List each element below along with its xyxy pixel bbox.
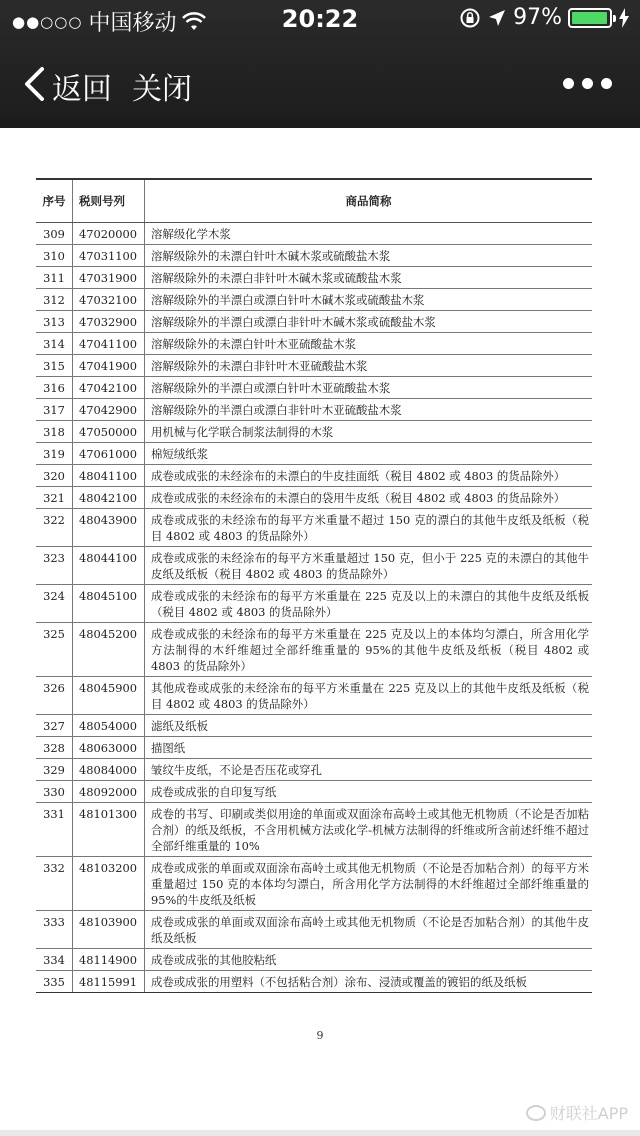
serial-cell: 328 — [36, 737, 73, 759]
serial-cell: 314 — [36, 333, 73, 355]
table-row — [36, 289, 592, 311]
table-row — [36, 245, 592, 267]
product-name-cell: 用机械与化学联合制浆法制得的木浆 — [145, 421, 593, 443]
serial-cell: 331 — [36, 803, 73, 857]
serial-cell: 330 — [36, 781, 73, 803]
serial-cell: 329 — [36, 759, 73, 781]
table-row — [36, 355, 592, 377]
table-row — [36, 677, 592, 715]
tariff-code-cell: 48045900 — [73, 677, 145, 715]
header-product-name: 商品简称 — [145, 179, 593, 223]
table-row — [36, 949, 592, 971]
product-name-cell: 溶解级除外的半漂白或漂白针叶木碱木浆或硫酸盐木浆 — [145, 289, 593, 311]
serial-cell: 318 — [36, 421, 73, 443]
tariff-table — [36, 178, 592, 993]
signal-strength: ●●○○○ — [12, 12, 83, 31]
status-time: 20:22 — [281, 5, 359, 33]
tariff-code-cell: 48114900 — [73, 949, 145, 971]
table-row — [36, 421, 592, 443]
close-button[interactable]: 关闭 — [132, 72, 192, 107]
product-name-cell: 皱纹牛皮纸，不论是否压花或穿孔 — [145, 759, 593, 781]
page-number: 9 — [316, 1029, 324, 1042]
tariff-code-cell: 48103900 — [73, 911, 145, 949]
table-row — [36, 803, 592, 857]
tariff-code-cell: 47041900 — [73, 355, 145, 377]
tariff-code-cell: 47042900 — [73, 399, 145, 421]
tariff-code-cell: 48042100 — [73, 487, 145, 509]
serial-cell: 310 — [36, 245, 73, 267]
table-row — [36, 311, 592, 333]
product-name-cell: 成卷或成张的自印复写纸 — [145, 781, 593, 803]
table-row — [36, 585, 592, 623]
tariff-code-cell: 48063000 — [73, 737, 145, 759]
table-row — [36, 971, 592, 993]
product-name-cell: 成卷或成张的未经涂布的每平方米重量在 225 克及以上的本体均匀漂白，所含用化学方法制得的木纤维超过全部纤维重量的 95%的其他牛皮纸及纸板（税目 4802 或 4803 的货品除外） — [145, 623, 593, 677]
product-name-cell: 溶解级除外的未漂白非针叶木碱木浆或硫酸盐木浆 — [145, 267, 593, 289]
product-name-cell: 溶解级化学木浆 — [145, 223, 593, 245]
tariff-code-cell: 48103200 — [73, 857, 145, 911]
battery-icon — [568, 8, 612, 28]
table-row — [36, 377, 592, 399]
tariff-code-cell: 47061000 — [73, 443, 145, 465]
serial-cell: 332 — [36, 857, 73, 911]
table-row — [36, 399, 592, 421]
table-row — [36, 623, 592, 677]
serial-cell: 324 — [36, 585, 73, 623]
back-button[interactable]: 返回 — [52, 72, 112, 107]
serial-cell: 317 — [36, 399, 73, 421]
serial-cell: 312 — [36, 289, 73, 311]
serial-cell: 319 — [36, 443, 73, 465]
table-row — [36, 267, 592, 289]
product-name-cell: 成卷或成张的其他胶粘纸 — [145, 949, 593, 971]
watermark — [526, 1101, 628, 1124]
document-page — [0, 128, 640, 1136]
table-row — [36, 781, 592, 803]
tariff-code-cell: 48043900 — [73, 509, 145, 547]
header-serial: 序号 — [36, 179, 73, 223]
rotation-lock-icon — [459, 7, 481, 29]
tariff-code-cell: 48045100 — [73, 585, 145, 623]
weibo-logo-icon — [526, 1105, 546, 1121]
product-name-cell: 成卷或成张的未经涂布的未漂白的牛皮挂面纸（税目 4802 或 4803 的货品除外） — [145, 465, 593, 487]
tariff-code-cell: 48045200 — [73, 623, 145, 677]
product-name-cell: 成卷或成张的单面或双面涂布高岭土或其他无机物质（不论是否加粘合剂）的每平方米重量超过 150 克的本体均匀漂白，所含用化学方法制得的木纤维超过全部纤维重量的 95%的牛皮纸及纸板 — [145, 857, 593, 911]
tariff-code-cell: 47020000 — [73, 223, 145, 245]
serial-cell: 327 — [36, 715, 73, 737]
table-row — [36, 509, 592, 547]
charging-bolt-icon — [618, 8, 630, 28]
product-name-cell: 棉短绒纸浆 — [145, 443, 593, 465]
serial-cell: 335 — [36, 971, 73, 993]
bottom-edge — [0, 1130, 640, 1136]
serial-cell: 333 — [36, 911, 73, 949]
location-arrow-icon — [487, 8, 507, 28]
tariff-code-cell: 47031900 — [73, 267, 145, 289]
table-row — [36, 223, 592, 245]
serial-cell: 326 — [36, 677, 73, 715]
table-body — [36, 223, 592, 993]
product-name-cell: 成卷的书写、印刷或类似用途的单面或双面涂布高岭土或其他无机物质（不论是否加粘合剂）的纸及纸板，不含用机械方法或化学-机械方法制得的纤维或所含前述纤维不超过全部纤维重量的 10% — [145, 803, 593, 857]
tariff-code-cell: 48041100 — [73, 465, 145, 487]
tariff-code-cell: 48054000 — [73, 715, 145, 737]
battery-percent: 97% — [513, 5, 562, 30]
serial-cell: 321 — [36, 487, 73, 509]
serial-cell: 316 — [36, 377, 73, 399]
product-name-cell: 溶解级除外的半漂白或漂白针叶木亚硫酸盐木浆 — [145, 377, 593, 399]
product-name-cell: 溶解级除外的半漂白或漂白非针叶木碱木浆或硫酸盐木浆 — [145, 311, 593, 333]
tariff-code-cell: 48084000 — [73, 759, 145, 781]
header-tariff-code: 税则号列 — [73, 179, 145, 223]
navigation-bar — [0, 52, 640, 116]
table-row — [36, 547, 592, 585]
serial-cell: 313 — [36, 311, 73, 333]
tariff-code-cell: 48092000 — [73, 781, 145, 803]
product-name-cell: 成卷或成张的未经涂布的每平方米重量超过 150 克，但小于 225 克的未漂白的其他牛皮纸及纸板（税目 4802 或 4803 的货品除外） — [145, 547, 593, 585]
tariff-code-cell: 47031100 — [73, 245, 145, 267]
table-row — [36, 487, 592, 509]
serial-cell: 309 — [36, 223, 73, 245]
table-row — [36, 715, 592, 737]
table-row — [36, 465, 592, 487]
product-name-cell: 描图纸 — [145, 737, 593, 759]
serial-cell: 325 — [36, 623, 73, 677]
top-bar — [0, 0, 640, 128]
product-name-cell: 其他成卷或成张的未经涂布的每平方米重量在 225 克及以上的其他牛皮纸及纸板（税目 4802 或 4803 的货品除外） — [145, 677, 593, 715]
tariff-code-cell: 47041100 — [73, 333, 145, 355]
table-row — [36, 443, 592, 465]
table-row — [36, 737, 592, 759]
more-menu-icon[interactable] — [563, 78, 612, 89]
serial-cell: 323 — [36, 547, 73, 585]
product-name-cell: 成卷或成张的单面或双面涂布高岭土或其他无机物质（不论是否加粘合剂）的其他牛皮纸及纸板 — [145, 911, 593, 949]
tariff-code-cell: 47032100 — [73, 289, 145, 311]
serial-cell: 334 — [36, 949, 73, 971]
product-name-cell: 成卷或成张的未经涂布的每平方米重量在 225 克及以上的未漂白的其他牛皮纸及纸板（税目 4802 或 4803 的货品除外） — [145, 585, 593, 623]
table-row — [36, 759, 592, 781]
tariff-code-cell: 47042100 — [73, 377, 145, 399]
table-row — [36, 911, 592, 949]
chevron-left-icon[interactable] — [22, 66, 46, 102]
product-name-cell: 溶解级除外的未漂白非针叶木亚硫酸盐木浆 — [145, 355, 593, 377]
tariff-code-cell: 47050000 — [73, 421, 145, 443]
product-name-cell: 滤纸及纸板 — [145, 715, 593, 737]
serial-cell: 311 — [36, 267, 73, 289]
table-row — [36, 857, 592, 911]
product-name-cell: 成卷或成张的用塑料（不包括粘合剂）涂布、浸渍或覆盖的镀铝的纸及纸板 — [145, 971, 593, 993]
product-name-cell: 成卷或成张的未经涂布的未漂白的袋用牛皮纸（税目 4802 或 4803 的货品除外） — [145, 487, 593, 509]
battery-level — [572, 12, 607, 24]
watermark-text: 财联社APP — [549, 1104, 628, 1123]
serial-cell: 315 — [36, 355, 73, 377]
product-name-cell: 溶解级除外的未漂白针叶木碱木浆或硫酸盐木浆 — [145, 245, 593, 267]
product-name-cell: 成卷或成张的未经涂布的每平方米重量不超过 150 克的漂白的其他牛皮纸及纸板（税目 4802 或 4803 的货品除外） — [145, 509, 593, 547]
table-row — [36, 333, 592, 355]
serial-cell: 320 — [36, 465, 73, 487]
product-name-cell: 溶解级除外的未漂白针叶木亚硫酸盐木浆 — [145, 333, 593, 355]
carrier-name: 中国移动 — [88, 11, 177, 36]
tariff-code-cell: 48044100 — [73, 547, 145, 585]
tariff-code-cell: 48115991 — [73, 971, 145, 993]
status-bar — [0, 0, 640, 40]
tariff-code-cell: 47032900 — [73, 311, 145, 333]
table-header-row — [36, 179, 592, 223]
product-name-cell: 溶解级除外的半漂白或漂白非针叶木亚硫酸盐木浆 — [145, 399, 593, 421]
tariff-code-cell: 48101300 — [73, 803, 145, 857]
serial-cell: 322 — [36, 509, 73, 547]
